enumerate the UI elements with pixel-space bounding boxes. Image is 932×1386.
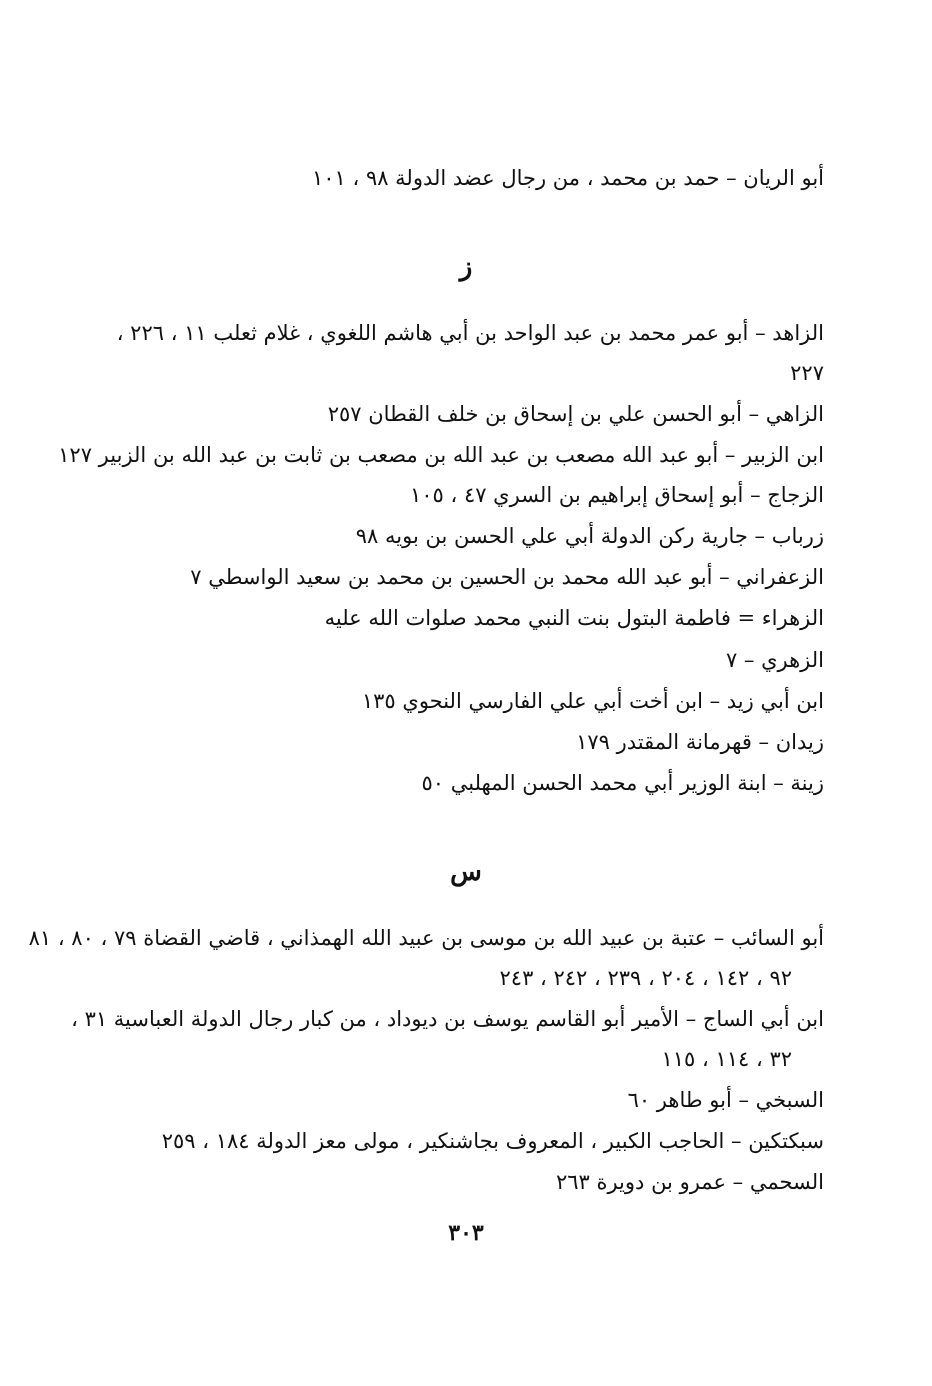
index-entry: زرباب – جارية ركن الدولة أبي علي الحسن بن بويه ٩٨ bbox=[355, 524, 824, 548]
index-entry: ابن الزبير – أبو عبد الله مصعب بن عبد الله بن مصعب بن ثابت بن عبد الله بن الزبير ١٢٧ bbox=[58, 443, 824, 467]
index-entry: السحمي – عمرو بن دويرة ٢٦٣ bbox=[555, 1170, 824, 1194]
index-entry: ابن أبي زيد – ابن أخت أبي علي الفارسي النحوي ١٣٥ bbox=[361, 689, 824, 713]
index-entry: الزهري – ٧ bbox=[725, 648, 824, 672]
index-entry-continuation: ٣٢ ، ١١٤ ، ١١٥ bbox=[661, 1047, 792, 1071]
index-entry: الزهراء = فاطمة البتول بنت النبي محمد صلوات الله عليه bbox=[324, 606, 824, 630]
index-entry-continuation: ٢٢٧ bbox=[790, 361, 824, 385]
index-entry: الزجاج – أبو إسحاق إبراهيم بن السري ٤٧ ، ١٠٥ bbox=[409, 483, 824, 507]
index-entry: الزاهي – أبو الحسن علي بن إسحاق بن خلف القطان ٢٥٧ bbox=[327, 402, 824, 426]
page-number: ٣٠٣ bbox=[448, 1220, 484, 1246]
index-entry: السبخي – أبو طاهر ٦٠ bbox=[627, 1088, 824, 1112]
index-entry: الزاهد – أبو عمر محمد بن عبد الواحد بن أبي هاشم اللغوي ، غلام ثعلب ١١ ، ٢٢٦ ، bbox=[116, 321, 824, 345]
index-entry: ابن أبي الساج – الأمير أبو القاسم يوسف بن ديوداد ، من كبار رجال الدولة العباسية ٣١ ، bbox=[71, 1007, 824, 1031]
index-entry: أبو الريان – حمد بن محمد ، من رجال عضد الدولة ٩٨ ، ١٠١ bbox=[311, 166, 824, 190]
index-entry: الزعفراني – أبو عبد الله محمد بن الحسين بن محمد بن سعيد الواسطي ٧ bbox=[190, 565, 824, 589]
index-entry: زيدان – قهرمانة المقتدر ١٧٩ bbox=[576, 730, 824, 754]
section-letter-s: س bbox=[450, 857, 482, 887]
index-entry: زينة – ابنة الوزير أبي محمد الحسن المهلبي ٥٠ bbox=[421, 771, 824, 795]
index-entry: أبو السائب – عتبة بن عبيد الله بن موسى بن عبيد الله الهمذاني ، قاضي القضاة ٧٩ ، ٨٠ ، ٨١ bbox=[28, 926, 824, 950]
index-entry-continuation: ٩٢ ، ١٤٢ ، ٢٠٤ ، ٢٣٩ ، ٢٤٢ ، ٢٤٣ bbox=[499, 966, 792, 990]
index-entry: سبكتكين – الحاجب الكبير ، المعروف بجاشنكير ، مولى معز الدولة ١٨٤ ، ٢٥٩ bbox=[161, 1129, 824, 1153]
section-letter-z: ز bbox=[459, 252, 473, 282]
